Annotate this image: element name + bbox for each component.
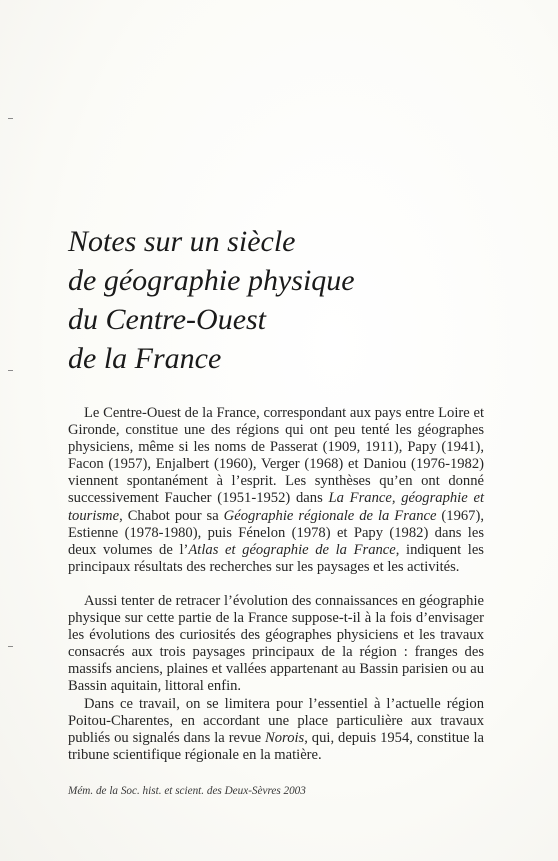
- paragraph-2: Aussi tenter de retracer l’évolution des connaissances en géographie physique sur cette partie de la France suppose-t-il à la fois d’envisager les évolutions des curiosités des géographes physiciens et les travaux consacrés aux trois paysages principaux de la région : franges des massifs anciens, plaines et vallées appartenant au Bassin parisien ou au Bassin aquitain, littoral enfin.: [68, 592, 484, 695]
- paragraph-1-text-4: , indiquent les principaux résultats des recherches sur les paysages et les activités.: [68, 541, 484, 575]
- book-title-geographie-regionale: Géographie régionale de la France: [223, 507, 437, 524]
- article-title: [68, 222, 355, 378]
- margin-mark: [8, 370, 13, 371]
- book-title-la-france: La France, géographie et tourisme: [68, 490, 484, 524]
- book-title-atlas: Atlas et géographie de la France: [188, 541, 396, 558]
- article-body: [68, 405, 484, 764]
- title-line-4: de la France: [68, 342, 222, 375]
- paragraph-3: [68, 696, 484, 764]
- margin-mark: [8, 118, 13, 119]
- paragraph-1-text-2: , Chabot pour sa: [119, 507, 224, 524]
- paragraph-3-text-1: Dans ce travail, on se limitera pour l’essentiel à l’actuelle région Poitou-Charentes, en accordant une place particulière aux travaux publiés ou signalés dans la revue: [68, 695, 484, 746]
- journal-title-norois: Norois: [265, 729, 305, 746]
- paragraph-1-text-3: (1967), Estienne (1978-1980), puis Fénelon (1978) et Papy (1982) dans les deux volumes de l’: [68, 507, 484, 558]
- paragraph-1: [68, 405, 484, 576]
- margin-mark: [8, 646, 13, 647]
- title-line-2: de géographie physique: [68, 264, 355, 297]
- title-line-1: Notes sur un siècle: [68, 225, 296, 258]
- page-footer: Mém. de la Soc. hist. et scient. des Deux-Sèvres 2003: [68, 785, 306, 797]
- title-line-3: du Centre-Ouest: [68, 303, 267, 336]
- paragraph-1-text-1: Le Centre-Ouest de la France, correspondant aux pays entre Loire et Gironde, constitue une des régions qui ont peu tenté les géographes physiciens, même si les noms de Passerat (1909, 1911), Papy (1941), Facon (1957), Enjalbert (1960), Verger (1968) et Daniou (1976-1982) viennent spontanément à l’esprit. Les synthèses qu’en ont donné successivement Faucher (1951-1952) dans: [68, 405, 484, 507]
- paragraph-3-text-2: , qui, depuis 1954, constitue la tribune scientifique régionale en la matière.: [68, 729, 484, 763]
